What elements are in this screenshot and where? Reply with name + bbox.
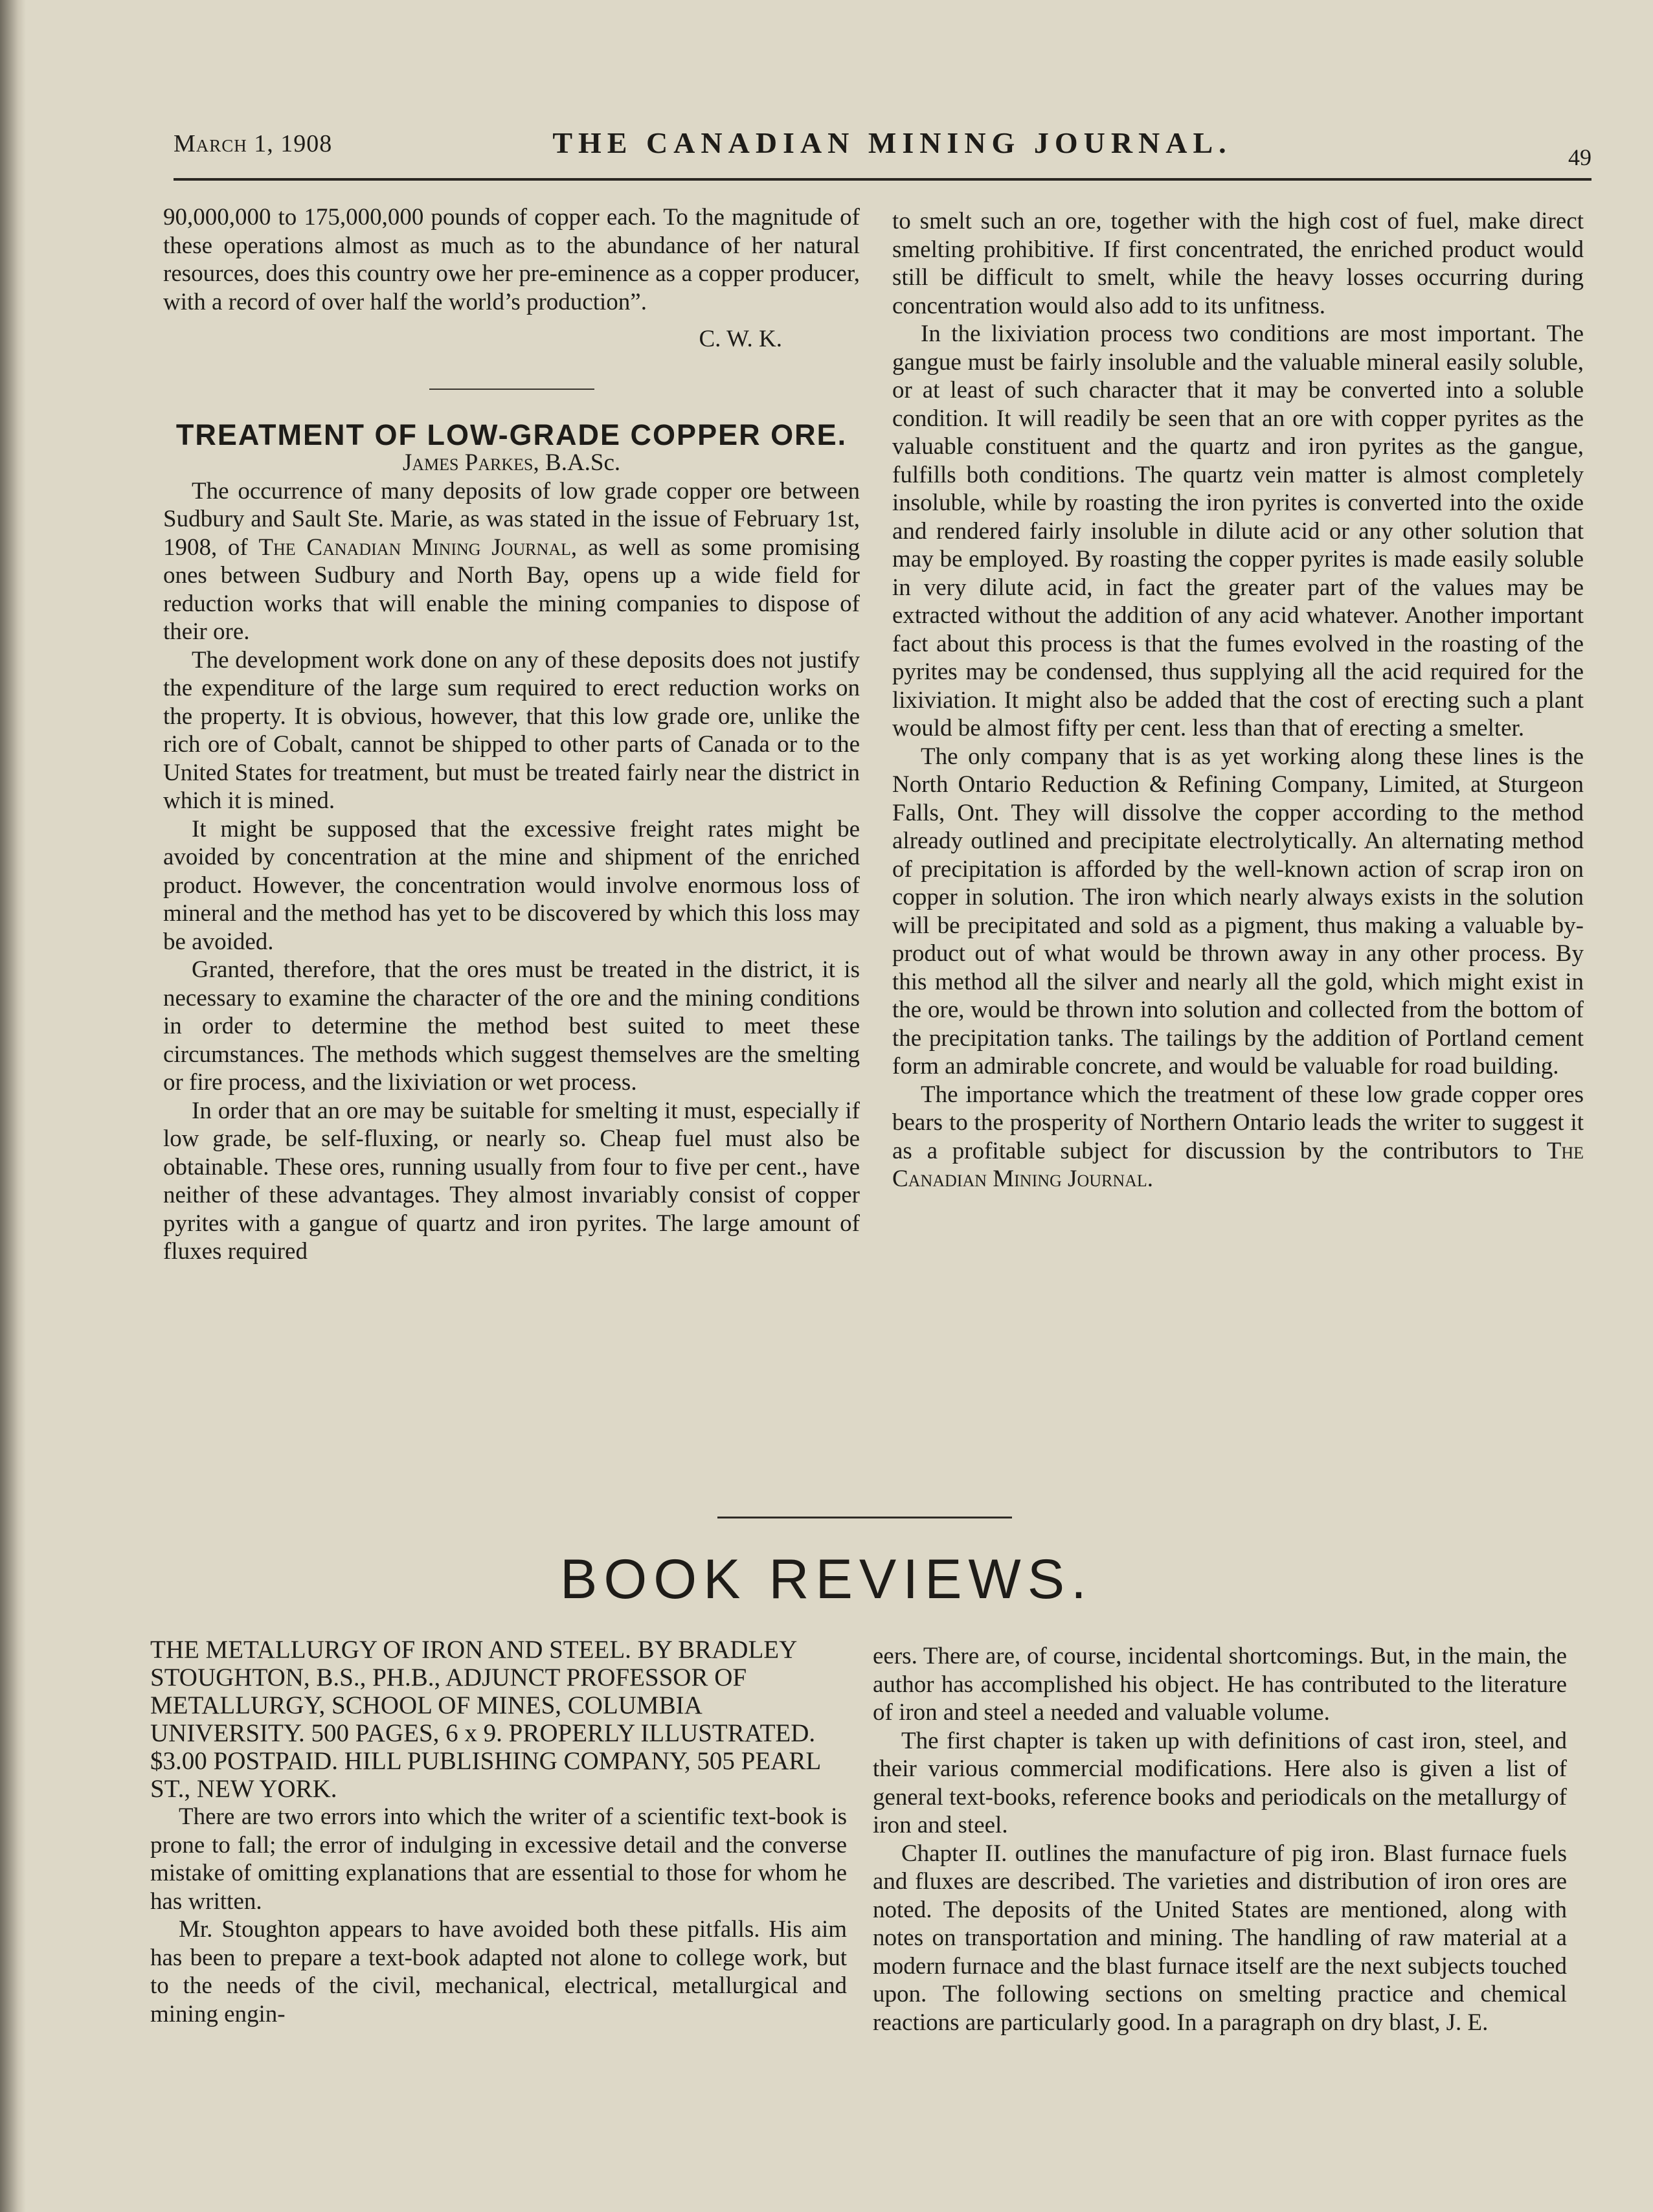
journal-title: THE CANADIAN MINING JOURNAL.: [552, 126, 1232, 159]
article-title: TREATMENT OF LOW-GRADE COPPER ORE.: [175, 418, 848, 451]
book-reviews-heading: BOOK REVIEWS.: [560, 1548, 1093, 1610]
book-review-right-column: [873, 1642, 1567, 2037]
author-degree: , B.A.Sc.: [533, 449, 621, 476]
author-name: James Parkes: [402, 449, 534, 476]
issue-date: March 1, 1908: [174, 130, 333, 157]
book-title: THE METALLURGY OF IRON AND STEEL. BY BRADLEY STOUGHTON, B.S., PH.B., ADJUNCT PROFESSOR OF METALLURGY, SCHOOL OF MINES, COLUMBIA UNIVERSITY. 500 PAGES, 6 x 9. PROPERLY ILLUSTRATED. $3.00 POSTPAID. HILL PUBLISHING COMPANY, 505 PEARL ST., NEW YORK.: [150, 1636, 820, 1803]
article-paragraph: In the lixiviation process two conditions are most important. The gangue must be fairly insoluble and the valuable mineral easily soluble, or at least of such character that it may be converted into a soluble condition. It will readily be seen that an ore with copper pyrites as the valuable constituent and the quartz and iron pyrites as the gangue, fulfills both conditions. The quartz vein matter is almost completely insoluble, while by roasting the iron pyrites is converted into the oxide and rendered fairly insoluble in dilute acid or any other solution that may be employed. By roasting the copper pyrites is made easily soluble in very dilute acid, in fact the greater part of the values may be extracted without the addition of any acid whatever. Another important fact about this process is that the fumes evolved in the roasting of the pyrites may be condensed, thus supplying all the acid required for the lixiviation. It might also be added that the cost of erecting such a plant would be almost fifty per cent. less than that of erecting a smelter.: [892, 321, 1584, 741]
article-byline: [163, 449, 860, 477]
article-paragraph: In order that an ore may be suitable for smelting it must, especially if low grade, be self-fluxing, or nearly so. Cheap fuel must also be obtainable. These ores, running usually from four to five per cent., have neither of these advantages. They almost invariably consist of copper pyrites with a gangue of quartz and iron pyrites. The large amount of fluxes required: [163, 1097, 860, 1265]
left-column: [163, 203, 860, 1266]
article-paragraph: The importance which the treatment of these low grade copper ores bears to the prosperity of Northern Ontario leads the writer to suggest it as a profitable subject for discussion by the contributors to The Canadian Mining Journal.: [892, 1081, 1584, 1192]
right-column: [892, 207, 1584, 1193]
page-header: [174, 126, 1591, 181]
review-paragraph: The first chapter is taken up with definitions of cast iron, steel, and their various commercial modifications. Here also is given a list of general text-books, reference books and periodicals on the metallurgy of iron and steel.: [873, 1727, 1567, 1838]
journal-name-inline: The Canadian Mining Journal: [892, 1137, 1584, 1192]
review-paragraph: eers. There are, of course, incidental shortcomings. But, in the main, the author has accomplished his object. He has contributed to the literature of iron and steel a needed and valuable volume.: [873, 1643, 1567, 1726]
article-paragraph: Granted, therefore, that the ores must be treated in the district, it is necessary to examine the character of the ore and the mining conditions in order to determine the method best suited to meet these circumstances. The methods which suggest themselves are the smelting or fire process, and the lixiviation or wet process.: [163, 956, 860, 1096]
article-paragraph: to smelt such an ore, together with the high cost of fuel, make direct smelting prohibitive. If first concentrated, the enriched product would still be difficult to smelt, while the heavy losses occurring during concentration would also add to its unfitness.: [892, 208, 1584, 319]
article-paragraph: It might be supposed that the excessive freight rates might be avoided by concentration at the mine and shipment of the enriched product. However, the concentration would involve enormous loss of mineral and the method has yet to be discovered by which this loss may be avoided.: [163, 815, 860, 955]
section-divider: [717, 1517, 1012, 1518]
review-paragraph: There are two errors into which the writer of a scientific text-book is prone to fall; the error of indulging in excessive detail and the converse mistake of omitting explanations that are essential to those for whom he has written.: [150, 1803, 847, 1915]
page-binding-edge: [0, 0, 26, 2212]
book-review-left-column: [150, 1636, 847, 2028]
article-paragraph: The occurrence of many deposits of low grade copper ore between Sudbury and Sault Ste. Marie, as was stated in the issue of February 1st, 1908, of The Canadian Mining Journal, as well as some promising ones between Sudbury and North Bay, opens up a wide field for reduction works that will enable the mining companies to dispose of their ore.: [163, 477, 860, 645]
article-paragraph: The only company that is as yet working along these lines is the North Ontario Reduction & Refining Company, Limited, at Sturgeon Falls, Ont. They will dissolve the copper according to the method already outlined and precipitate electrolytically. An alternating method of precipitation is afforded by the well-known action of scrap iron on copper in solution. The iron which nearly always exists in the solution will be precipitated and sold as a pigment, thus making a valuable by-product out of what would be thrown away in any other process. By this method all the silver and nearly all the gold, which might exist in the ore, would be thrown into solution and collected from the bottom of the precipitation tanks. The tailings by the addition of Portland cement form an admirable concrete, and would be valuable for road building.: [892, 743, 1584, 1079]
review-paragraph: Mr. Stoughton appears to have avoided both these pitfalls. His aim has been to prepare a text-book adapted not alone to college work, but to the needs of the civil, mechanical, electrical, metallurgical and mining engin-: [150, 1916, 847, 2027]
review-paragraph: Chapter II. outlines the manufacture of pig iron. Blast furnace fuels and fluxes are described. The varieties and distribution of iron ores are noted. The deposits of the United States are mentioned, along with notes on transportation and mining. The handling of raw material at a modern furnace and the blast furnace itself are the next subjects touched upon. The following sections on smelting practice and chemical reactions are particularly good. In a paragraph on dry blast, J. E.: [873, 1840, 1567, 2036]
article-paragraph: The development work done on any of these deposits does not justify the expenditure of the large sum required to erect reduction works on the property. It is obvious, however, that this low grade ore, unlike the rich ore of Cobalt, cannot be shipped to other parts of Canada or to the United States for treatment, but must be treated fairly near the district in which it is mined.: [163, 646, 860, 814]
section-divider: [429, 389, 594, 390]
continued-paragraph: 90,000,000 to 175,000,000 pounds of copper each. To the magnitude of these operations almost as much as to the abundance of her natural resources, does this country owe her pre-eminence as a copper producer, with a record of over half the world’s production”.: [163, 204, 860, 315]
journal-name-inline: The Canadian Mining Journal: [258, 534, 571, 561]
page-number: 49: [1568, 144, 1591, 170]
signature: C. W. K.: [699, 326, 782, 352]
